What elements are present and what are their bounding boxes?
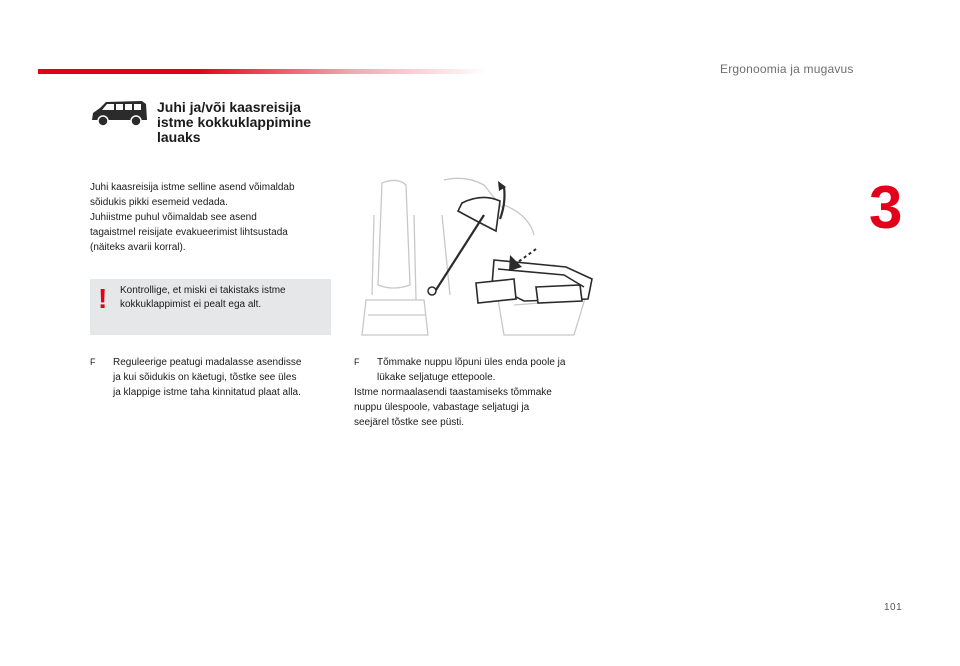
intro-line: Juhiistme puhul võimaldab see asend	[90, 212, 257, 223]
step-line: ja klappige istme taha kinnitatud plaat alla.	[113, 387, 301, 398]
intro-paragraph	[90, 180, 330, 255]
van-icon	[90, 98, 148, 128]
restore-instructions	[354, 385, 594, 430]
warning-box	[90, 279, 331, 335]
step-item	[354, 355, 599, 385]
step-text	[377, 355, 599, 385]
section-title-line: lauaks	[157, 129, 201, 145]
restore-line: seejärel tõstke see püsti.	[354, 417, 465, 428]
restore-line: Istme normaalasendi taastamiseks tõmmake	[354, 387, 552, 398]
section-title-line: istme kokkuklappimine	[157, 114, 312, 130]
step-line: lükake seljatuge ettepoole.	[377, 372, 496, 383]
section-title	[157, 100, 347, 145]
chapter-number: 3	[869, 174, 903, 241]
chapter-accent-bar	[38, 69, 488, 74]
bullet-marker: F	[354, 357, 360, 367]
restore-line: nuppu ülespoole, vabastage seljatugi ja	[354, 402, 530, 413]
step-line: Reguleerige peatugi madalasse asendisse	[113, 357, 302, 368]
seat-folding-illustration	[354, 175, 599, 340]
exclamation-icon: !	[98, 283, 108, 314]
warning-line: kokkuklappimist ei pealt ega alt.	[120, 299, 262, 310]
step-item	[90, 355, 335, 400]
section-title-line: Juhi ja/või kaasreisija	[157, 99, 301, 115]
bullet-marker: F	[90, 357, 96, 367]
step-text	[113, 355, 335, 400]
intro-line: sõidukis pikki esemeid vedada.	[90, 197, 228, 208]
intro-line: tagaistmel reisijate evakueerimist lihtsustada	[90, 227, 288, 238]
warning-text	[120, 284, 320, 312]
chapter-title: Ergonoomia ja mugavus	[720, 62, 854, 76]
intro-line: Juhi kaasreisija istme selline asend võimaldab	[90, 182, 295, 193]
step-line: ja kui sõidukis on käetugi, tõstke see üles	[113, 372, 297, 383]
intro-line: (näiteks avarii korral).	[90, 242, 186, 253]
warning-line: Kontrollige, et miski ei takistaks istme	[120, 285, 286, 296]
page-number: 101	[884, 602, 903, 613]
step-line: Tõmmake nuppu lõpuni üles enda poole ja	[377, 357, 566, 368]
